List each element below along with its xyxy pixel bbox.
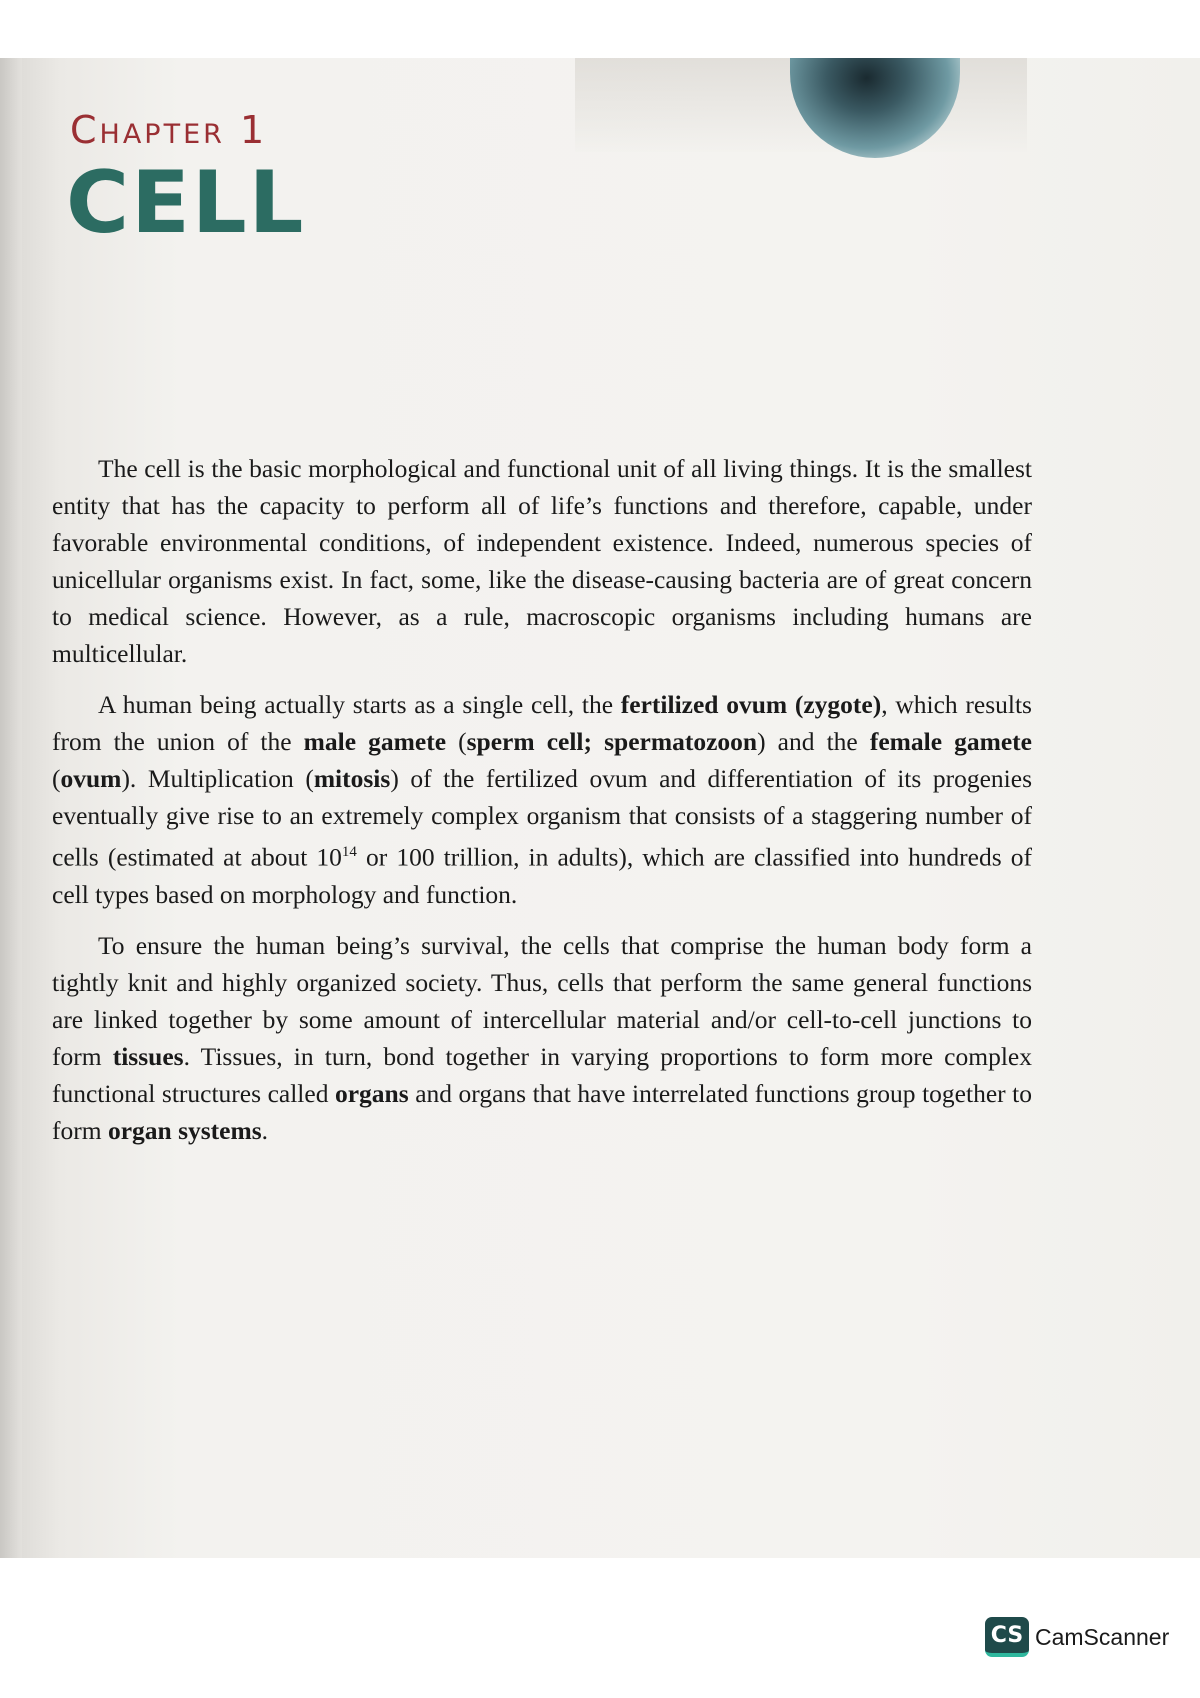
bold-term: tissues: [112, 1041, 184, 1071]
bold-term: mitosis: [313, 764, 391, 793]
paragraph-text: . Tissues, in turn, bond together in varying proportions to form more complex functional structures called: [52, 1041, 1032, 1108]
paragraph-text: A human being actually starts as a single cell, the: [98, 690, 621, 719]
camscanner-watermark: [985, 1617, 1169, 1657]
chapter-label: Chapter 1: [70, 108, 268, 152]
paragraph-text: .: [261, 1115, 269, 1145]
bold-term: ovum: [60, 764, 122, 793]
bold-term: male gamete: [303, 727, 447, 756]
body-paragraph: [52, 686, 1032, 913]
bold-term: organs: [334, 1078, 409, 1108]
paragraph-text: or 100 trillion, in adults), which are classified into hundreds of cell types based on morphology and function.: [52, 842, 1032, 909]
chapter-body-text: [52, 450, 1032, 1163]
camscanner-logo-icon: CS: [985, 1617, 1029, 1657]
superscript-exponent: 14: [341, 844, 357, 860]
paragraph-text: (: [446, 727, 467, 756]
paragraph-text: (: [52, 764, 61, 793]
bold-term: organ systems: [107, 1115, 262, 1145]
body-paragraph: [52, 927, 1032, 1149]
bold-term: fertilized ovum (zygote): [620, 690, 882, 719]
paragraph-text: and organs that have interrelated functions group together to form: [52, 1078, 1032, 1145]
paragraph-text: ) of the fertilized ovum and differentiation of its progenies eventually give rise to an extremely complex organism that consists of a staggering number of cells (estimated at about 10: [52, 764, 1032, 872]
page-spine-shadow: [0, 58, 22, 1558]
paragraph-text: , which results from the union of the: [52, 690, 1032, 756]
paragraph-text: ). Multiplication (: [121, 764, 314, 793]
paragraph-text: To ensure the human being’s survival, the cells that comprise the human body form a tightly knit and highly organized society. Thus, cells that perform the same general functions are linked together by some amount of intercellular material and/or cell-to-cell junctions to form: [52, 930, 1032, 1071]
paragraph-text: The cell is the basic morphological and functional unit of all living things. It is the smallest entity that has the capacity to perform all of life’s functions and therefore, capable, under favorable environmental conditions, of independent existence. Indeed, numerous species of unicellular organisms exist. In fact, some, like the disease-causing bacteria are of great concern to medical science. However, as a rule, macroscopic organisms including humans are multicellular.: [52, 454, 1032, 668]
bold-term: sperm cell; spermatozoon: [466, 727, 758, 756]
camscanner-name: CamScanner: [1035, 1623, 1170, 1650]
chapter-title: CELL: [66, 153, 306, 253]
bold-term: female gamete: [869, 727, 1032, 756]
paragraph-text: ) and the: [757, 727, 870, 756]
body-paragraph: [52, 450, 1032, 672]
